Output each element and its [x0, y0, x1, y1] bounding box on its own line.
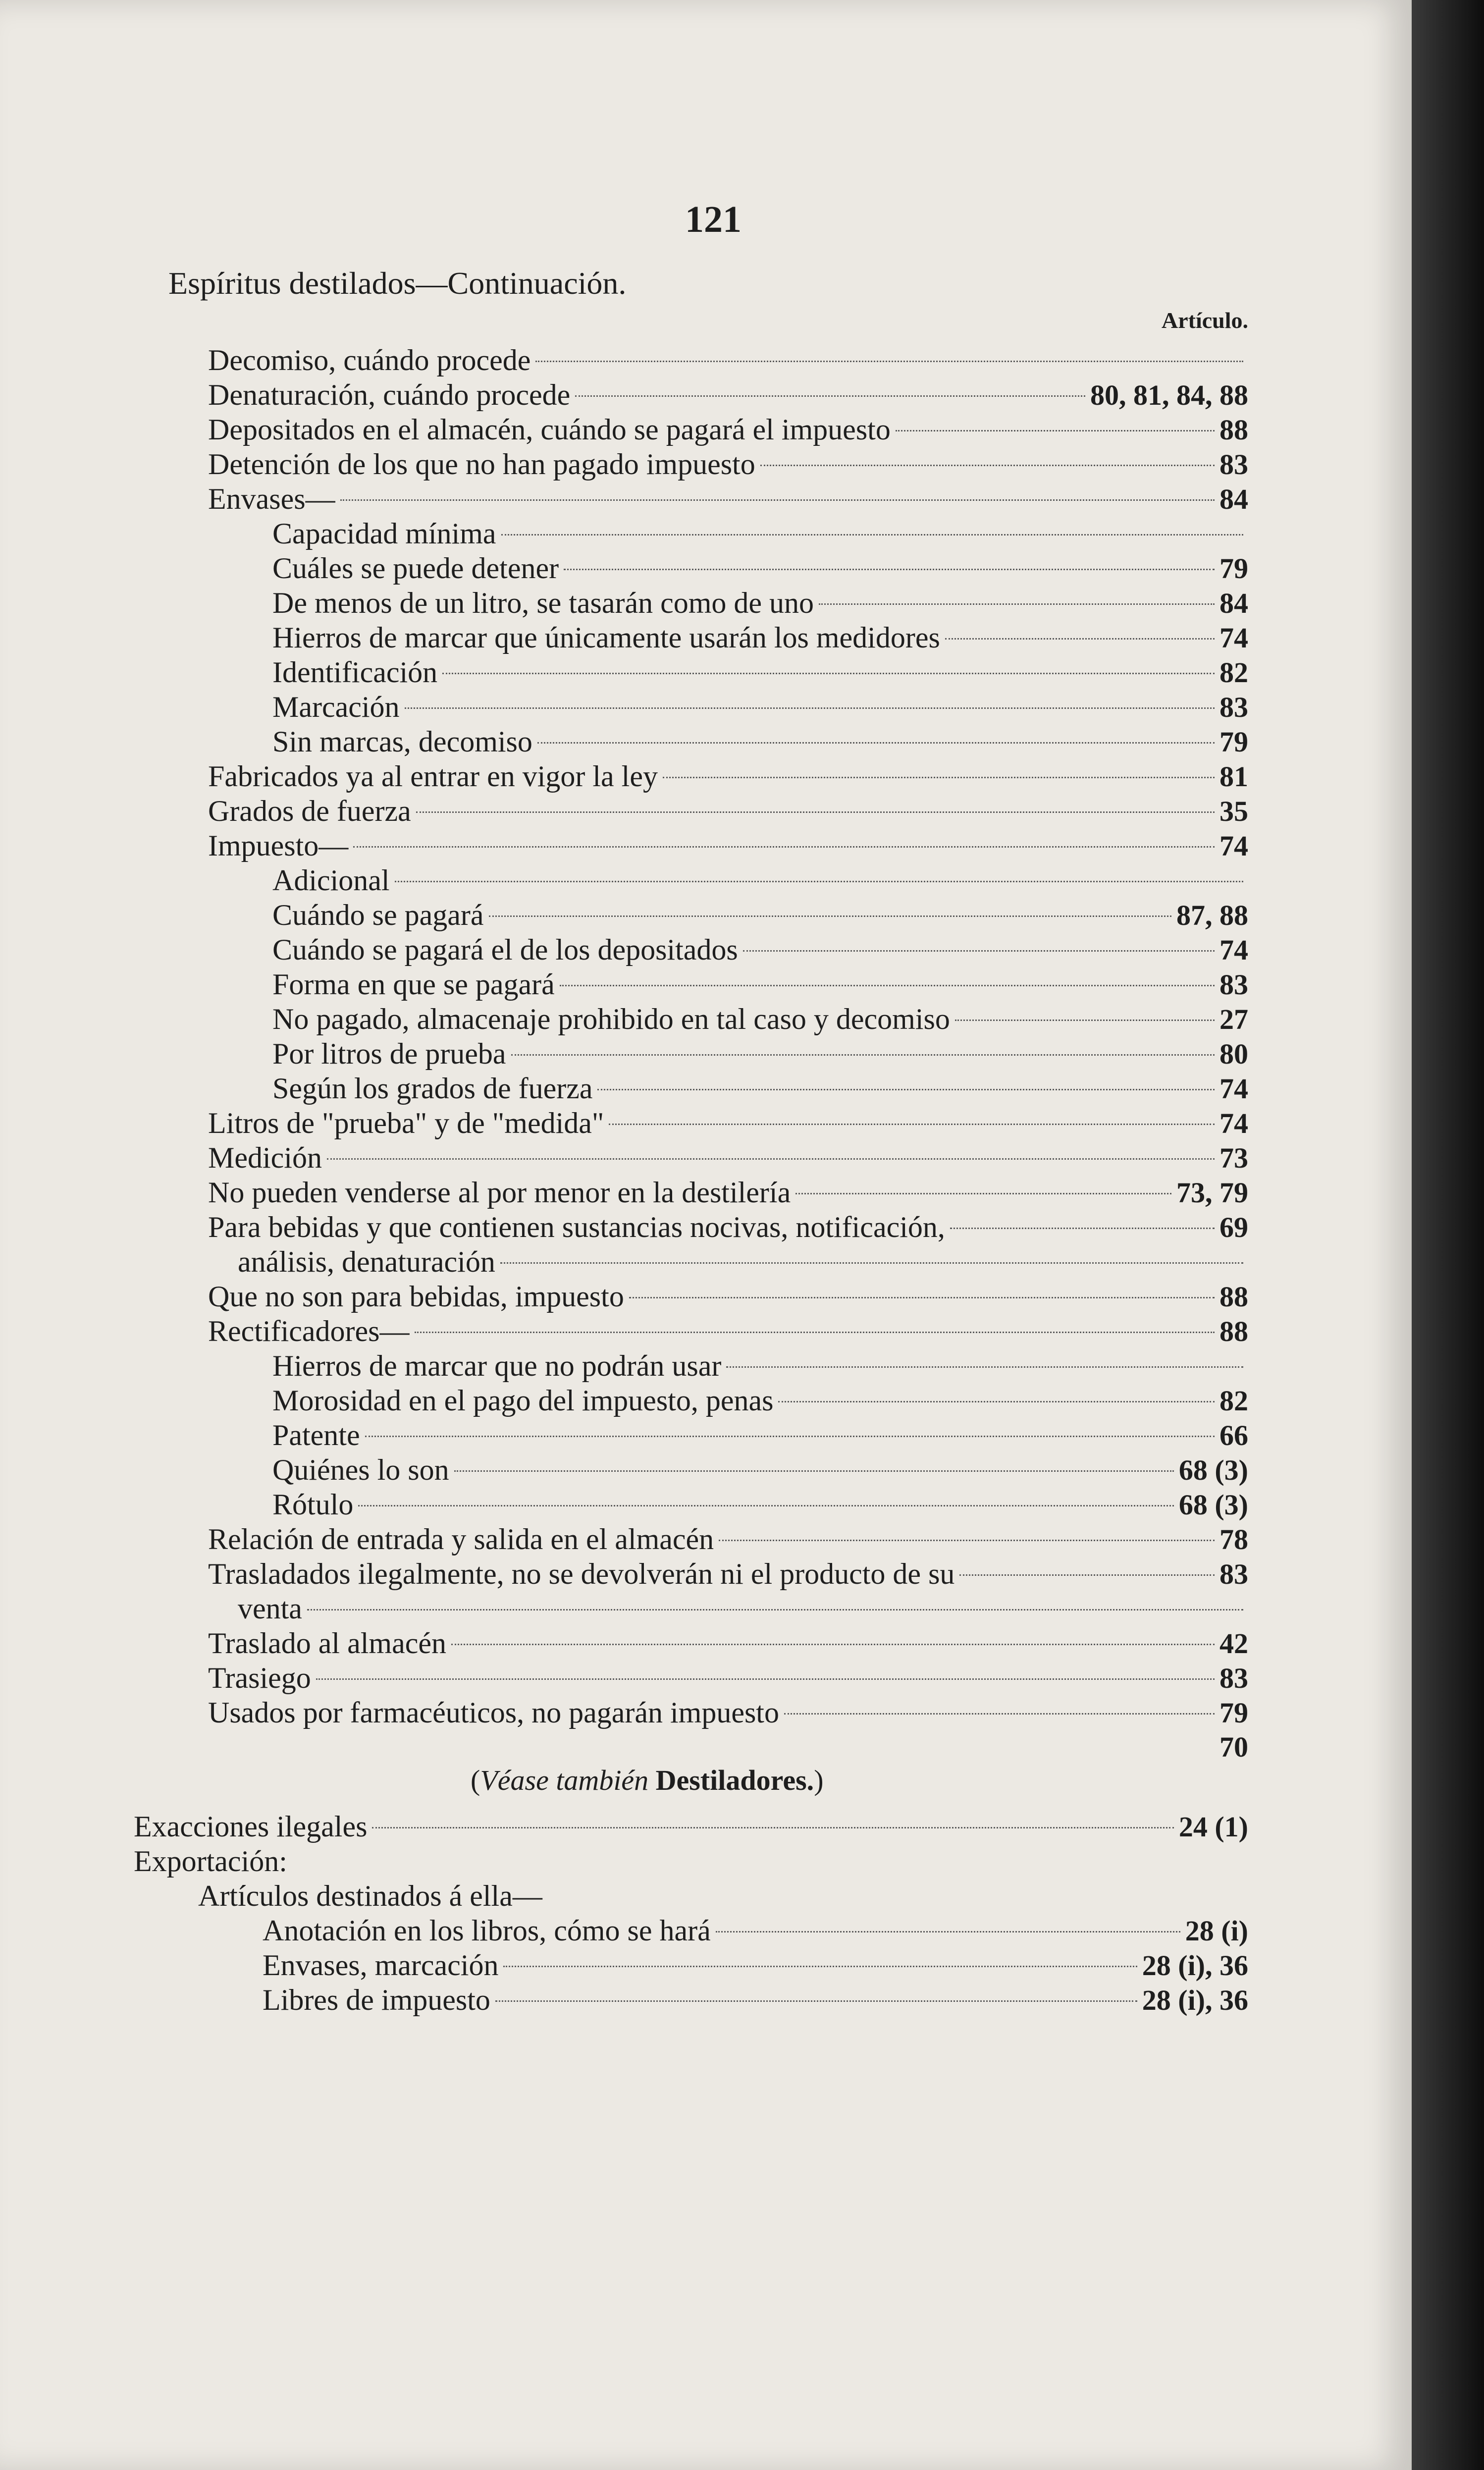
index-entry: [208, 1556, 1248, 1592]
entry-text: venta: [238, 1592, 302, 1625]
entry-text: Grados de fuerza: [208, 795, 411, 827]
entry-text: Envases—: [208, 483, 335, 515]
dot-leader: [959, 1574, 1215, 1576]
index-entry: [208, 1209, 1248, 1245]
entry-text: Hierros de marcar que únicamente usarán los medidores: [272, 621, 940, 654]
dot-leader: [896, 430, 1215, 431]
entry-ref: 83: [1219, 1558, 1248, 1590]
entry-ref: 35: [1219, 795, 1248, 827]
dot-leader: [819, 603, 1215, 605]
dot-leader: [416, 811, 1215, 813]
dot-leader: [495, 2000, 1137, 2002]
entry-ref: 69: [1219, 1211, 1248, 1243]
entry-text: No pagado, almacenaje prohibido en tal caso y decomiso: [272, 1003, 950, 1035]
dot-leader: [945, 638, 1215, 640]
entry-text: Medición: [208, 1141, 322, 1174]
dot-leader: [316, 1678, 1215, 1680]
entry-ref: 28 (i), 36: [1142, 1949, 1248, 1982]
dot-leader: [597, 1089, 1215, 1090]
index-entry: [208, 1694, 1248, 1731]
entry-text: Relación de entrada y salida en el almacén: [208, 1523, 714, 1556]
dot-leader: [358, 1505, 1174, 1506]
dot-leader: [955, 1020, 1215, 1021]
index-entry: [272, 1451, 1248, 1488]
see-also-word: Véase también: [480, 1764, 649, 1796]
index-entry: [272, 1347, 1248, 1384]
dot-leader: [743, 950, 1215, 952]
entry-text: Artículos destinados á ella—: [198, 1879, 542, 1912]
entry-ref: 82: [1219, 1385, 1248, 1417]
entry-text: Marcación: [272, 691, 400, 723]
entry-text: Hierros de marcar que no podrán usar: [272, 1349, 722, 1382]
entry-text: Patente: [272, 1419, 360, 1451]
index-entry: [208, 446, 1248, 483]
dot-leader: [784, 1713, 1215, 1715]
entry-ref: 79: [1219, 552, 1248, 585]
index-entry: [272, 1486, 1248, 1523]
entry-ref: 83: [1219, 968, 1248, 1001]
entry-text: Identificación: [272, 656, 438, 689]
entry-ref: 74: [1219, 622, 1248, 654]
entry-ref: 27: [1219, 1003, 1248, 1035]
entry-text: Rótulo: [272, 1488, 354, 1521]
index-entry: [272, 862, 1248, 899]
index-entry: [272, 1035, 1248, 1072]
index-entry: [208, 411, 1248, 448]
dot-leader: [609, 1124, 1215, 1125]
entry-ref: 84: [1219, 483, 1248, 515]
dot-leader: [454, 1470, 1174, 1472]
entry-ref: 66: [1219, 1419, 1248, 1451]
entry-ref: 28 (i), 36: [1142, 1984, 1248, 2016]
entry-text: Cuáles se puede detener: [272, 552, 559, 585]
index-entry: [238, 1243, 1248, 1280]
dot-leader: [442, 673, 1215, 674]
page-edge-shadow: [1412, 0, 1484, 2470]
index-entry: [208, 1729, 1248, 1766]
entry-ref: 88: [1219, 1281, 1248, 1313]
entry-text: Trasiego: [208, 1662, 311, 1694]
entry-text: No pueden venderse al por menor en la destilería: [208, 1176, 791, 1209]
entry-ref: 87, 88: [1176, 899, 1248, 931]
entry-text: Cuándo se pagará el de los depositados: [272, 933, 738, 966]
dot-leader: [560, 985, 1215, 986]
index-entry: [272, 966, 1248, 1003]
index-entry: [272, 897, 1248, 933]
index-entry: [208, 1105, 1248, 1141]
entry-ref: 88: [1219, 1315, 1248, 1347]
index-entry: [263, 1947, 1248, 1984]
entry-text: Rectificadores—: [208, 1315, 410, 1347]
entry-text: Cuándo se pagará: [272, 899, 484, 931]
index-entry: [208, 342, 1248, 378]
dot-leader: [537, 742, 1215, 744]
index-entry: [272, 723, 1248, 760]
entry-ref: 68 (3): [1178, 1454, 1248, 1486]
entry-text: Libres de impuesto: [263, 1984, 490, 2016]
dot-leader: [365, 1436, 1215, 1437]
index-entry: [134, 1808, 1248, 1845]
see-also-target[interactable]: Destiladores.: [655, 1764, 814, 1796]
entry-text: Envases, marcación: [263, 1949, 499, 1982]
dot-leader: [950, 1228, 1215, 1229]
index-entry: [208, 1174, 1248, 1211]
entry-ref: 73, 79: [1176, 1177, 1248, 1209]
entry-ref: 83: [1219, 691, 1248, 723]
dot-leader: [511, 1054, 1215, 1056]
dot-leader: [503, 1966, 1137, 1967]
see-also-open-paren: (: [471, 1764, 480, 1796]
entry-ref: 79: [1219, 1697, 1248, 1729]
entry-text: Morosidad en el pago del impuesto, penas: [272, 1384, 774, 1417]
dot-leader: [760, 465, 1215, 466]
see-also-close-paren: ): [814, 1764, 824, 1796]
entry-ref: 73: [1219, 1142, 1248, 1174]
index-entry: [272, 689, 1248, 725]
index-entry: [198, 1878, 1248, 1914]
dot-leader: [327, 1158, 1215, 1160]
entry-ref: 74: [1219, 830, 1248, 862]
entry-ref: 42: [1219, 1627, 1248, 1660]
index-entry: [208, 758, 1248, 795]
entry-ref: 83: [1219, 1662, 1248, 1694]
dot-leader: [629, 1297, 1215, 1298]
index-entry: [272, 1001, 1248, 1037]
index-entry: [272, 931, 1248, 968]
dot-leader: [415, 1332, 1215, 1333]
dot-leader: [372, 1827, 1173, 1828]
entry-text: Quiénes lo son: [272, 1453, 449, 1486]
dot-leader: [778, 1401, 1215, 1402]
entry-ref: 74: [1219, 934, 1248, 966]
entry-ref: 82: [1219, 656, 1248, 689]
dot-leader: [719, 1540, 1215, 1541]
entry-text: Depositados en el almacén, cuándo se pagará el impuesto: [208, 413, 891, 446]
entry-ref: 83: [1219, 448, 1248, 481]
section-title: Espíritus destilados—Continuación.: [168, 266, 627, 301]
entry-ref: 81: [1219, 760, 1248, 793]
page-number: 121: [685, 199, 742, 240]
index-entry: [208, 376, 1248, 413]
entry-ref: 28 (i): [1185, 1915, 1248, 1947]
index-entry: [134, 1843, 1248, 1879]
entry-text: Para bebidas y que contienen sustancias nocivas, notificación,: [208, 1211, 945, 1243]
entry-text: Traslado al almacén: [208, 1627, 446, 1660]
entry-text: Capacidad mínima: [272, 517, 496, 550]
index-entry: [238, 1590, 1248, 1627]
entry-text: Trasladados ilegalmente, no se devolverán ni el producto de su: [208, 1557, 955, 1590]
entry-text: Según los grados de fuerza: [272, 1072, 593, 1105]
index-entry: [208, 1625, 1248, 1662]
dot-leader: [663, 777, 1215, 778]
dot-leader: [395, 881, 1243, 882]
entry-ref: 80: [1219, 1038, 1248, 1070]
index-entry: [208, 827, 1248, 864]
dot-leader: [716, 1931, 1180, 1933]
index-entry: [208, 481, 1248, 517]
entry-ref: 84: [1219, 587, 1248, 619]
entry-text: Denaturación, cuándo procede: [208, 378, 571, 411]
dot-leader: [353, 846, 1215, 848]
index-entry: [272, 515, 1248, 552]
index-entry: [272, 550, 1248, 587]
entry-ref: 88: [1219, 414, 1248, 446]
entry-text: Por litros de prueba: [272, 1037, 506, 1070]
dot-leader: [489, 915, 1171, 917]
dot-leader: [564, 569, 1215, 570]
index-entry: [208, 793, 1248, 829]
entry-text: Anotación en los libros, cómo se hará: [263, 1914, 711, 1947]
column-header: Artículo.: [1161, 308, 1248, 333]
entry-text: Detención de los que no han pagado impuesto: [208, 448, 755, 481]
index-entry: [272, 1070, 1248, 1107]
entry-ref: 79: [1219, 726, 1248, 758]
entry-text: Exportación:: [134, 1845, 287, 1878]
entry-text: Impuesto—: [208, 829, 349, 862]
entry-text: Adicional: [272, 864, 390, 897]
entry-ref: 24 (1): [1178, 1811, 1248, 1843]
dot-leader: [451, 1644, 1215, 1645]
index-entry: [208, 1521, 1248, 1557]
dot-leader: [405, 707, 1215, 709]
dot-leader: [340, 499, 1215, 501]
entry-ref: 80, 81, 84, 88: [1090, 379, 1248, 411]
entry-text: Usados por farmacéuticos, no pagarán impuesto: [208, 1696, 779, 1729]
index-entry: [272, 619, 1248, 656]
dot-leader: [795, 1193, 1171, 1194]
index-entry: [272, 1382, 1248, 1419]
entry-text: Litros de "prueba" y de "medida": [208, 1107, 604, 1139]
entry-text: Forma en que se pagará: [272, 968, 555, 1001]
index-entry: [272, 585, 1248, 621]
index-entry: [208, 1139, 1248, 1176]
dot-leader: [501, 534, 1243, 536]
entry-text: Sin marcas, decomiso: [272, 725, 532, 758]
entry-text: Que no son para bebidas, impuesto: [208, 1280, 624, 1313]
entry-ref: 78: [1219, 1523, 1248, 1556]
entry-ref: 68 (3): [1178, 1489, 1248, 1521]
entry-text: Decomiso, cuándo procede: [208, 344, 531, 376]
see-also-note: [471, 1764, 824, 1797]
index-entry: [272, 654, 1248, 691]
entry-ref: 70: [1219, 1731, 1248, 1763]
entry-text: análisis, denaturación: [238, 1245, 495, 1278]
dot-leader: [500, 1262, 1243, 1264]
dot-leader: [575, 395, 1085, 397]
index-entry: [272, 1417, 1248, 1453]
entry-text: De menos de un litro, se tasarán como de uno: [272, 587, 814, 619]
index-entry: [208, 1278, 1248, 1315]
entry-text: Fabricados ya al entrar en vigor la ley: [208, 760, 658, 793]
index-entry: [208, 1313, 1248, 1349]
index-entry: [263, 1912, 1248, 1949]
dot-leader: [307, 1609, 1243, 1611]
entry-ref: 74: [1219, 1107, 1248, 1139]
index-entry: [208, 1660, 1248, 1696]
index-entry: [263, 1982, 1248, 2018]
dot-leader: [726, 1366, 1243, 1368]
entry-ref: 74: [1219, 1073, 1248, 1105]
entry-text: Exacciones ilegales: [134, 1810, 368, 1843]
dot-leader: [535, 361, 1243, 362]
